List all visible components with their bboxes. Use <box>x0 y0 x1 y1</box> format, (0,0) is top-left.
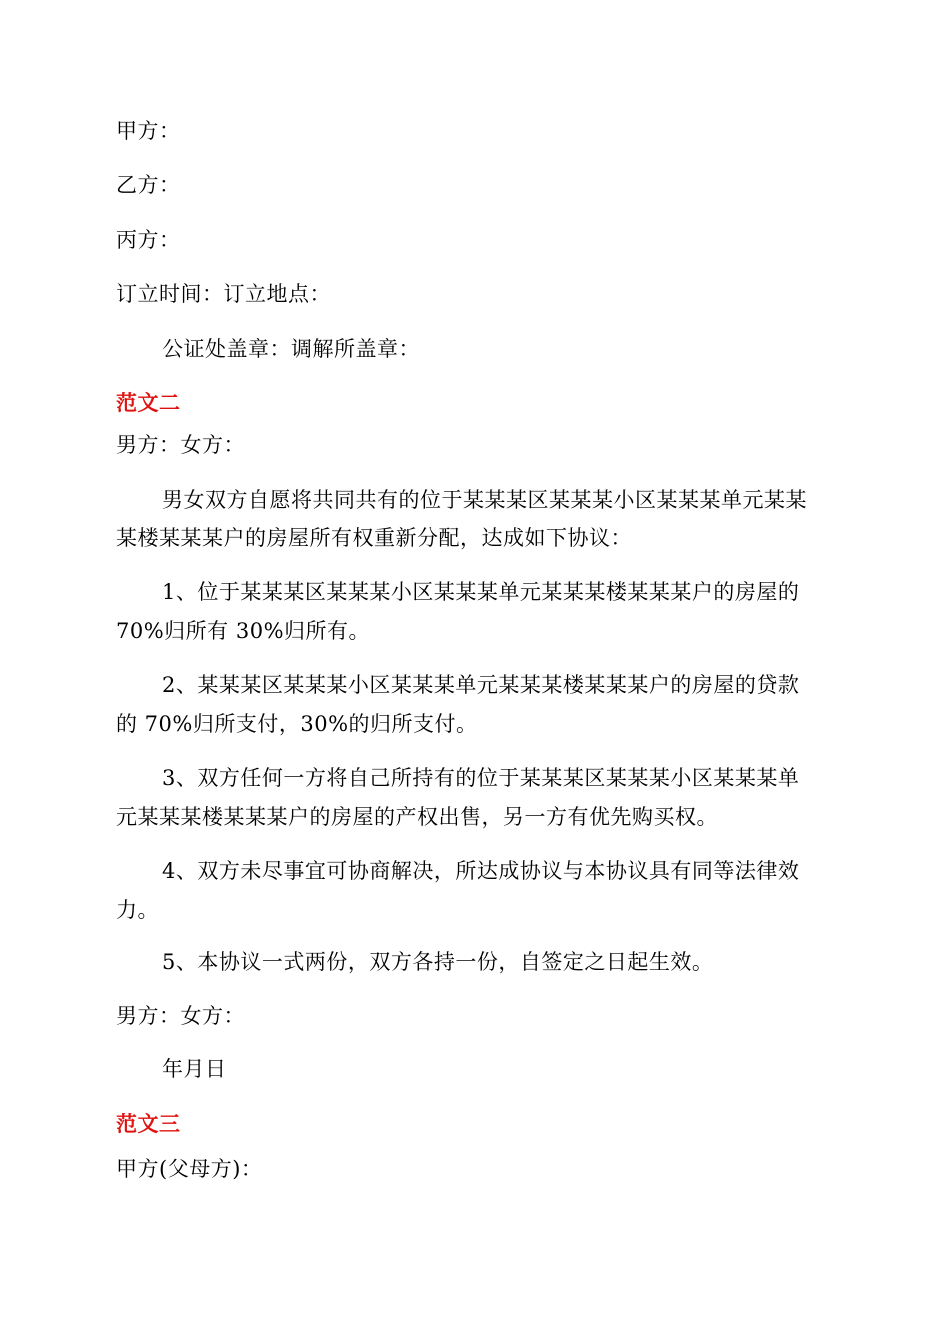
intro-paragraph-line-1: 男女双方自愿将共同共有的位于某某某区某某某小区某某某单元某某 <box>162 488 807 512</box>
clause-4-line-1: 4、双方未尽事宜可协商解决，所达成协议与本协议具有同等法律效 <box>162 859 800 883</box>
man-woman-signature-label: 男方：女方： <box>116 1004 245 1028</box>
party-c-label: 丙方： <box>116 228 181 252</box>
party-b-label: 乙方： <box>116 173 181 197</box>
clause-4-line-2: 力。 <box>116 898 159 922</box>
clause-3-line-2: 元某某某楼某某某户的房屋的产权出售，另一方有优先购买权。 <box>116 805 718 829</box>
clause-3-line-1: 3、双方任何一方将自己所持有的位于某某某区某某某小区某某某单 <box>162 766 800 790</box>
seal-line: 公证处盖章：调解所盖章： <box>162 337 420 361</box>
section-heading-3: 范文三 <box>116 1112 181 1136</box>
man-woman-label: 男方：女方： <box>116 433 245 457</box>
date-line: 年月日 <box>162 1057 227 1081</box>
signing-time-place: 订立时间：订立地点： <box>116 282 331 306</box>
clause-5: 5、本协议一式两份，双方各持一份，自签定之日起生效。 <box>162 950 714 974</box>
section-heading-2: 范文二 <box>116 391 181 415</box>
clause-2-line-2: 的 70%归所支付，30%的归所支付。 <box>116 712 478 736</box>
clause-2-line-1: 2、某某某区某某某小区某某某单元某某某楼某某某户的房屋的贷款 <box>162 673 800 697</box>
intro-paragraph-line-2: 某楼某某某户的房屋所有权重新分配，达成如下协议： <box>116 526 632 550</box>
clause-1-line-2: 70%归所有 30%归所有。 <box>116 619 371 643</box>
party-a-parents-label: 甲方(父母方)： <box>116 1157 263 1181</box>
party-a-label: 甲方： <box>116 119 181 143</box>
clause-1-line-1: 1、位于某某某区某某某小区某某某单元某某某楼某某某户的房屋的 <box>162 580 800 604</box>
